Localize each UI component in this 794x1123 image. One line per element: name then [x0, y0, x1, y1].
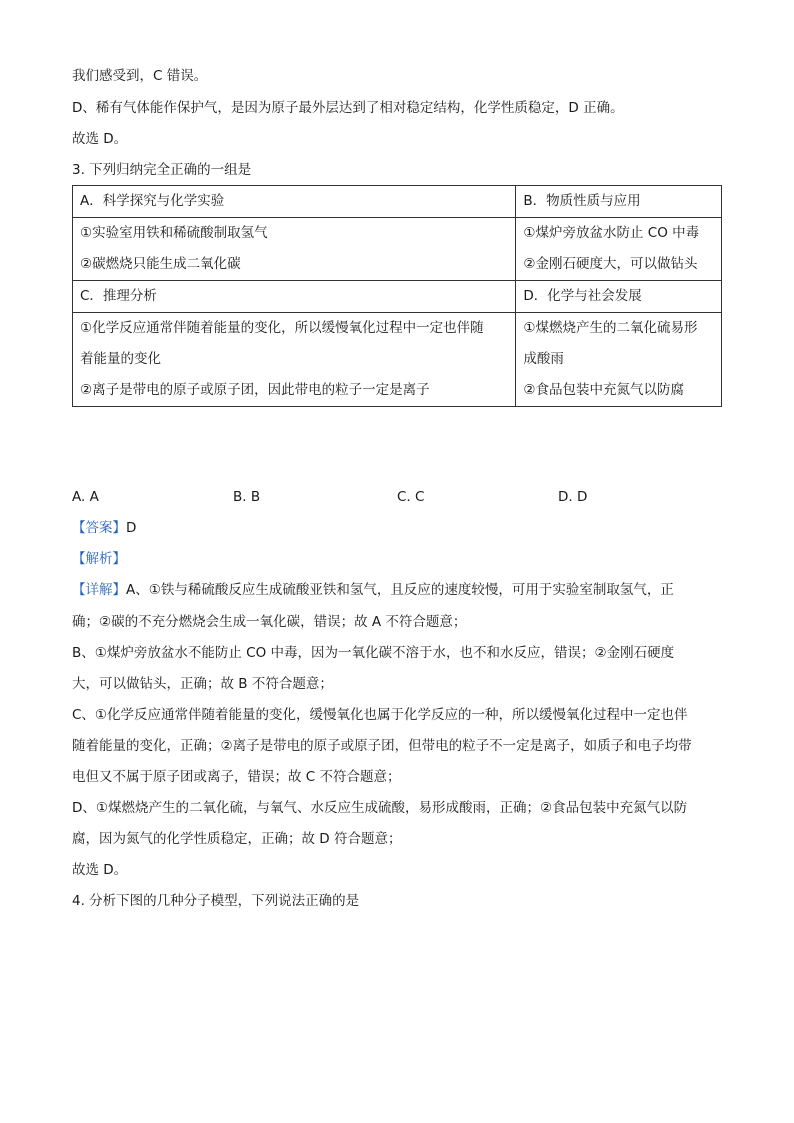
text-line: 电但又不属于原子团或离子，错误；故 C 不符合题意； [72, 769, 401, 785]
text-line: 故选 D。 [72, 862, 128, 878]
text-line: 腐，因为氮气的化学性质稳定，正确；故 D 符合题意； [72, 831, 402, 847]
answer-value: D [126, 520, 137, 536]
text-line: 我们感受到，C 错误。 [72, 68, 208, 84]
option-b: B. B [233, 489, 261, 505]
option-c: C. C [397, 489, 425, 505]
text-line: D、稀有气体能作保护气，是因为原子最外层达到了相对稳定结构，化学性质稳定，D 正确。 [72, 100, 624, 116]
cell-a-content: ①实验室用铁和稀硫酸制取氢气 ②碳燃烧只能生成二氧化碳 [73, 218, 516, 281]
question-3-stem: 3. 下列归纳完全正确的一组是 [72, 162, 252, 178]
cell-d-content: ①煤燃烧产生的二氧化硫易形 成酸雨 ②食品包装中充氮气以防腐 [516, 313, 722, 407]
cell-b-content: ①煤炉旁放盆水防止 CO 中毒 ②金刚石硬度大，可以做钻头 [516, 218, 722, 281]
text-line: 大，可以做钻头，正确；故 B 不符合题意； [72, 676, 333, 692]
cell-b-title: B．物质性质与应用 [516, 186, 722, 218]
cell-c-title: C．推理分析 [73, 281, 516, 313]
cell-a-title: A．科学探究与化学实验 [73, 186, 516, 218]
text-line: 故选 D。 [72, 131, 128, 147]
option-a: A. A [72, 489, 99, 505]
question-4-stem: 4. 分析下图的几种分子模型，下列说法正确的是 [72, 893, 360, 909]
option-d: D. D [558, 489, 588, 505]
question-3-table [72, 185, 722, 407]
answer-label: 【答案】 [72, 520, 126, 536]
cell-d-title: D．化学与社会发展 [516, 281, 722, 313]
text-line: D、①煤燃烧产生的二氧化硫，与氧气、水反应生成硫酸，易形成酸雨，正确；②食品包装中充氮气以防 [72, 800, 688, 816]
analysis-label: 【解析】 [72, 551, 126, 567]
text-line: B、①煤炉旁放盆水不能防止 CO 中毒，因为一氧化碳不溶于水，也不和水反应，错误；②金刚石硬度 [72, 645, 675, 661]
analysis-line [72, 549, 126, 569]
text-line: C、①化学反应通常伴随着能量的变化，缓慢氧化也属于化学反应的一种，所以缓慢氧化过程中一定也伴 [72, 707, 688, 723]
detail-label: 【详解】 [72, 582, 126, 598]
detail-line: 【详解】A、①铁与稀硫酸反应生成硫酸亚铁和氢气，且反应的速度较慢，可用于实验室制取氢气，正 [72, 582, 674, 598]
text-line: 随着能量的变化，正确；②离子是带电的原子或原子团，但带电的粒子不一定是离子，如质子和电子均带 [72, 738, 692, 754]
cell-c-content: ①化学反应通常伴随着能量的变化，所以缓慢氧化过程中一定也伴随 着能量的变化 ②离子是带电的原子或原子团，因此带电的粒子一定是离子 [73, 313, 516, 407]
text-line: 确；②碳的不充分燃烧会生成一氧化碳，错误；故 A 不符合题意； [72, 614, 467, 630]
answer-line [72, 518, 136, 538]
